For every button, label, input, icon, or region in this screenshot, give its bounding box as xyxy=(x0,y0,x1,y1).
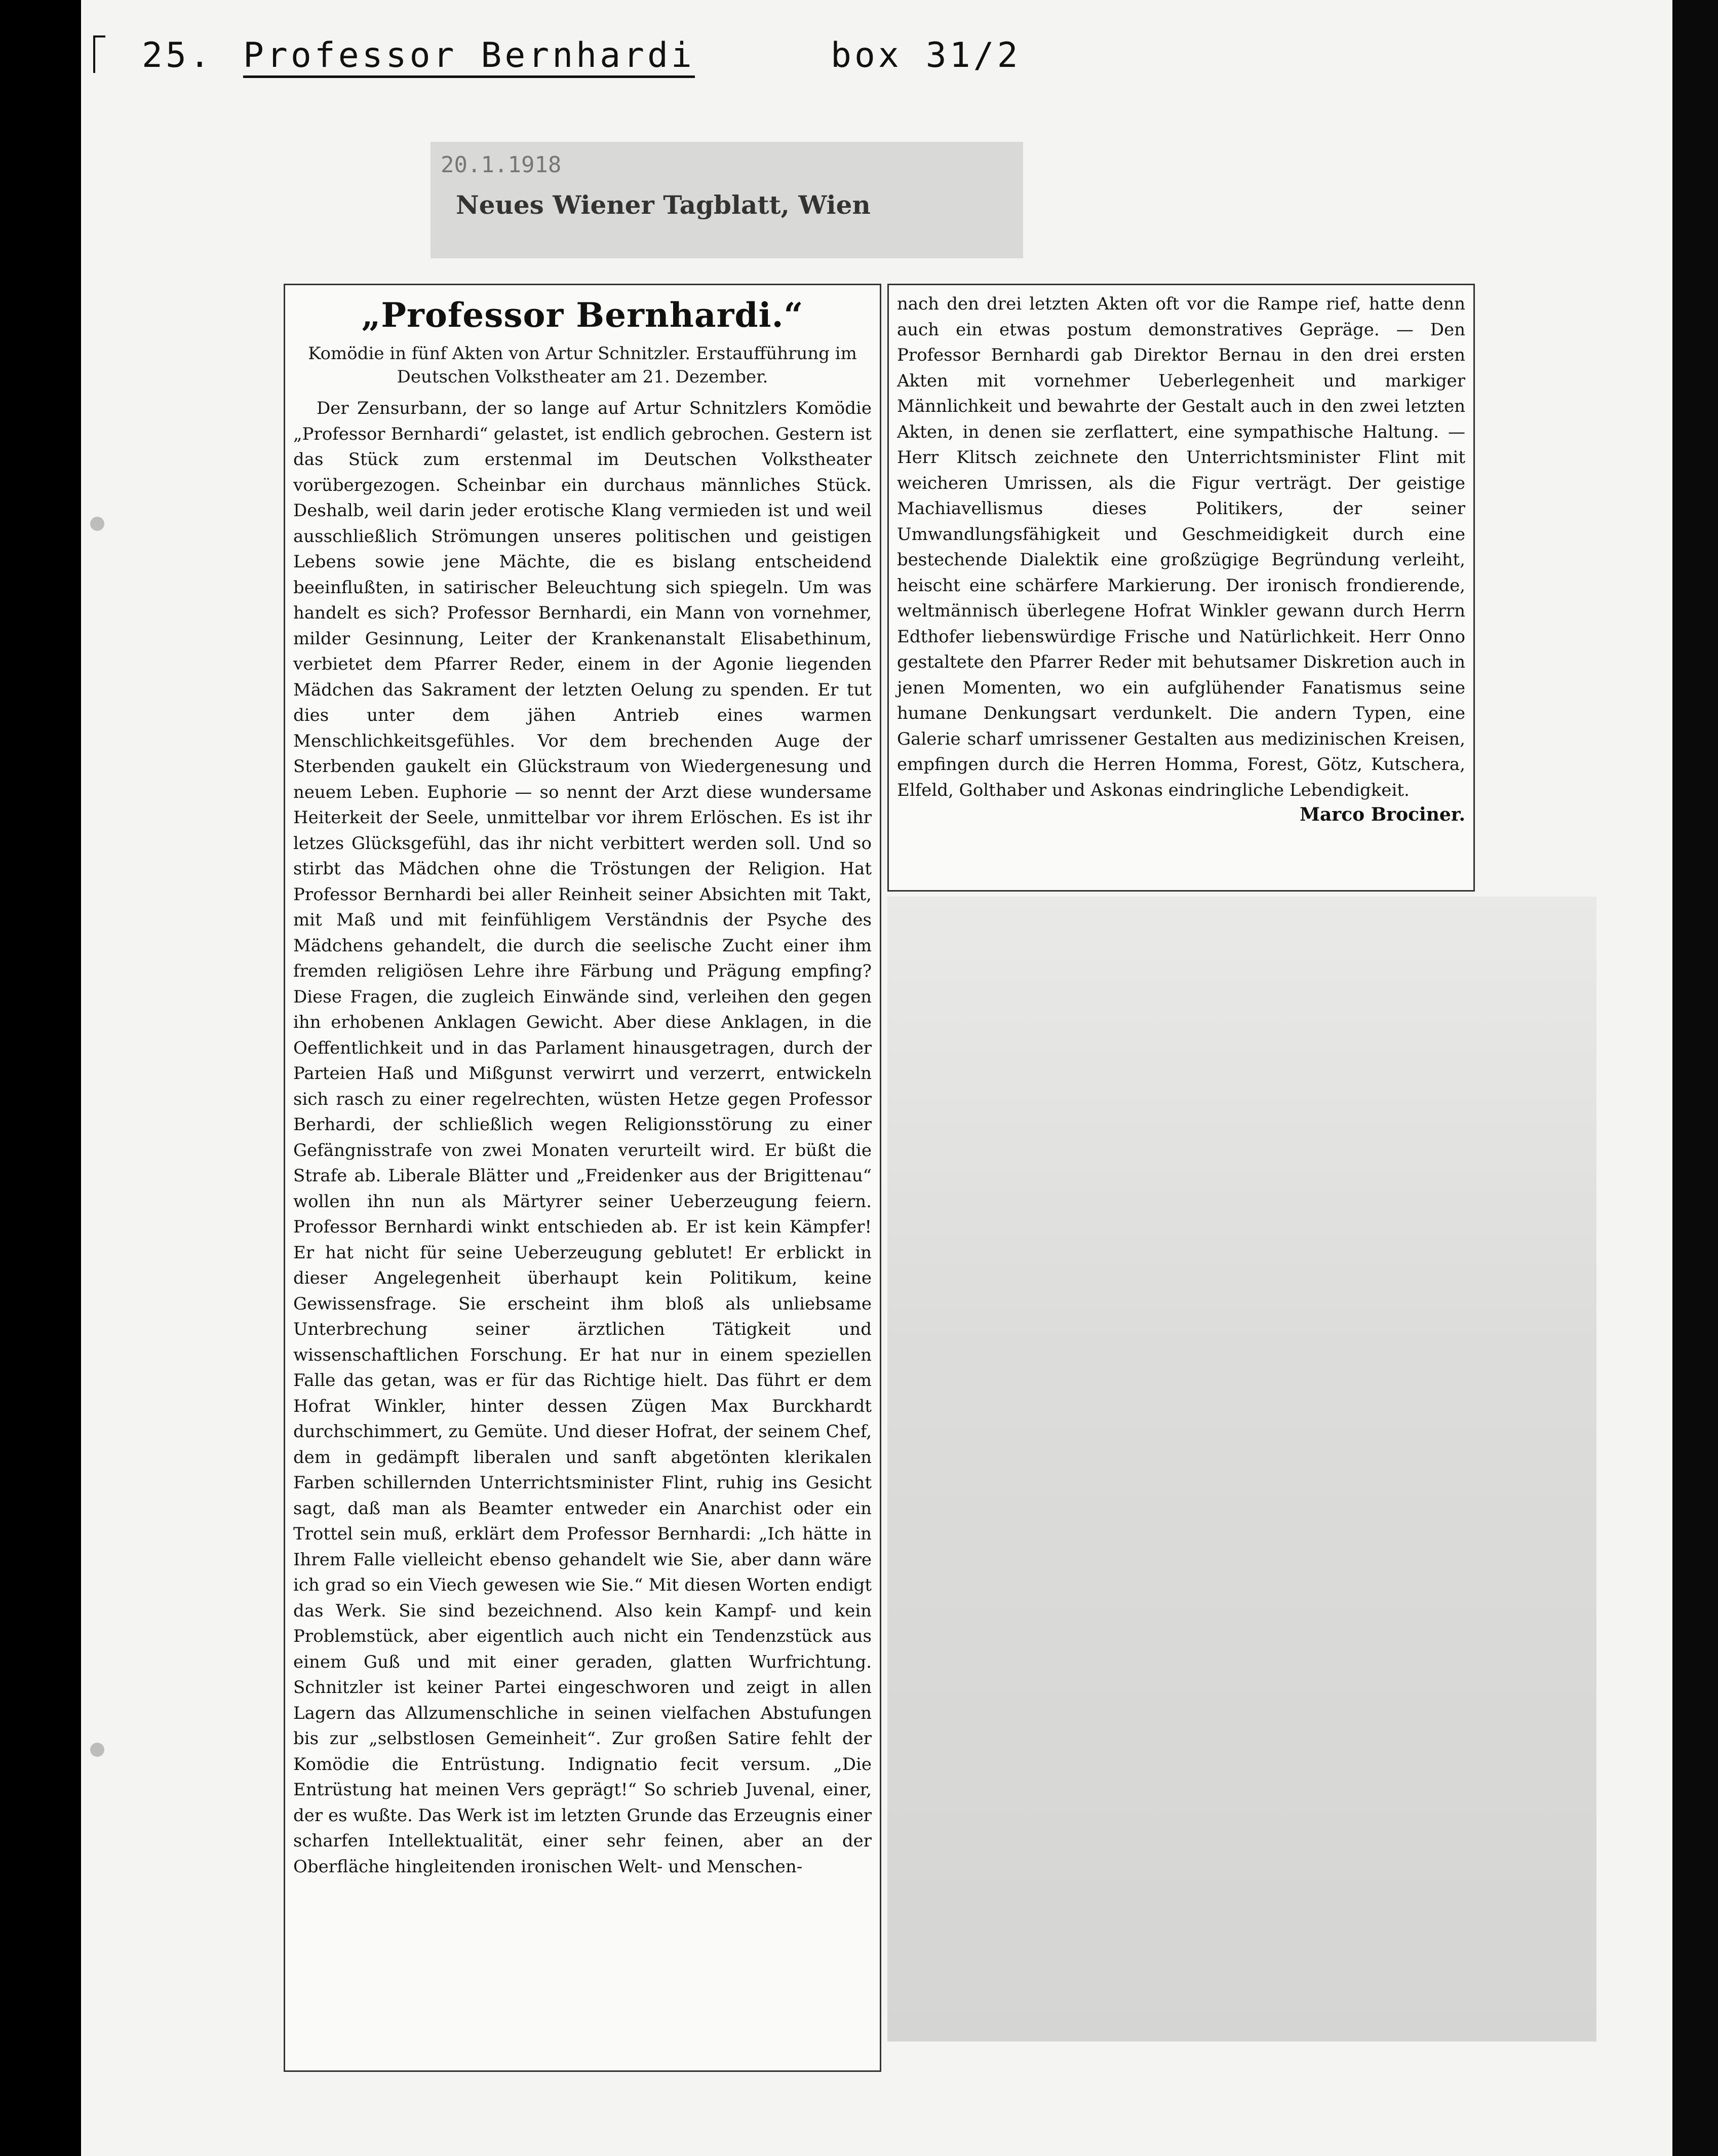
scan-edge xyxy=(1672,0,1718,2156)
stamp-source: Neues Wiener Tagblatt, Wien xyxy=(456,190,871,220)
folder-number: 25. xyxy=(142,35,213,75)
folder-title: Professor Bernhardi xyxy=(243,35,695,78)
article-column-right xyxy=(887,284,1475,892)
stamp-date: 20.1.1918 xyxy=(441,152,562,178)
article-column-left xyxy=(284,284,881,2072)
scan-smudge xyxy=(887,897,1596,2042)
box-label: box 31/2 xyxy=(831,35,1021,75)
punch-hole xyxy=(90,1743,104,1757)
corner-bracket xyxy=(93,35,105,73)
article-signature: Marco Brociner. xyxy=(1300,804,1465,825)
article-subtitle: Komödie in fünf Akten von Artur Schnitzler. Erstaufführung im Deutschen Volkstheater am 21. Dezember. xyxy=(308,343,857,387)
article-title: „Professor Bernhardi.“ xyxy=(361,295,804,335)
punch-hole xyxy=(90,517,104,531)
article-body-right: nach den drei letzten Akten oft vor die Rampe rief, hatte denn auch ein etwas postum demonstratives Gepräge. — Den Professor Bernhardi gab Direktor Bernau in den drei ersten Akten mit vornehmer Ueberlegenheit und markiger Männlichkeit und bewahrte der Gestalt auch in den zwei letzten Akten, in denen sie zerflattert, eine sympathische Haltung. — Herr Klitsch zeichnete den Unterrichtsminister Flint mit weicheren Umrissen, als die Figur verträgt. Der geistige Machiavellismus dieses Politikers, der seiner Umwandlungsfähigkeit und Geschmeidigkeit durch eine bestechende Dialektik eine großzügige Begründung verleiht, heischt eine schärfere Markierung. Der ironisch frondierende, weltmännisch überlegene Hofrat Winkler gewann durch Herrn Edthofer liebenswürdige Frische und Natürlichkeit. Herr Onno gestaltete den Pfarrer Reder mit behutsamer Diskretion auch in jenen Momenten, wo ein aufglühender Fanatismus seine humane Denkungsart verdunkelt. Die andern Typen, eine Galerie scharf umrissener Gestalten aus medizinischen Kreisen, empfingen durch die Herren Homma, Forest, Götz, Kutschera, Elfeld, Golthaber und Askonas eindringliche Lebendigkeit. xyxy=(897,294,1465,800)
article-body-left: Der Zensurbann, der so lange auf Artur Schnitzlers Komödie „Professor Bernhardi“ gelastet, ist endlich gebrochen. Gestern ist das Stück zum erstenmal im Deutschen Volkstheater vorübergezogen. Scheinbar ein durchaus männliches Stück. Deshalb, weil darin jeder erotische Klang vermieden ist und weil ausschließlich Strömungen unseres politischen und geistigen Lebens sowie jene Mächte, die es bislang entscheidend beeinflußten, in satirischer Beleuchtung sich spiegeln. Um was handelt es sich? Professor Bernhardi, ein Mann von vornehmer, milder Gesinnung, Leiter der Krankenanstalt Elisabethinum, verbietet dem Pfarrer Reder, einem in der Agonie liegenden Mädchen das Sakrament der letzten Oelung zu spenden. Er tut dies unter dem jähen Antrieb eines warmen Menschlichkeitsgefühles. Vor dem brechenden Auge der Sterbenden gaukelt ein Glückstraum von Wiedergenesung und neuem Leben. Euphorie — so nennt der Arzt diese wundersame Heiterkeit der Seele, unmittelbar vor ihrem Erlöschen. Es ist ihr letzes Glücksgefühl, das ihr nicht verbittert werden soll. Und so stirbt das Mädchen ohne die Tröstungen der Religion. Hat Professor Bernhardi bei aller Reinheit seiner Absichten mit Takt, mit Maß und mit feinfühligem Verständnis der Psyche des Mädchens gehandelt, die durch die seelische Zucht einer ihm fremden religiösen Lehre ihre Färbung und Prägung empfing? Diese Fragen, die zugleich Einwände sind, verleihen den gegen ihn erhobenen Anklagen Gewicht. Aber diese Anklagen, in die Oeffentlichkeit und in das Parlament hinausgetragen, durch der Parteien Haß und Mißgunst verwirrt und verzerrt, entwickeln sich rasch zu einer regelrechten, wüsten Hetze gegen Professor Berhardi, der schließlich wegen Religionsstörung zu einer Gefängnisstrafe von zwei Monaten verurteilt wird. Er büßt die Strafe ab. Liberale Blätter und „Freidenker aus der Brigittenau“ wollen ihn nun als Märtyrer seiner Ueberzeugung feiern. Professor Bernhardi winkt entschieden ab. Er ist kein Kämpfer! Er hat nicht für seine Ueberzeugung geblutet! Er erblickt in dieser Angelegenheit überhaupt kein Politikum, keine Gewissensfrage. Sie erscheint ihm bloß als unliebsame Unterbrechung seiner ärztlichen Tätigkeit und wissenschaftlichen Forschung. Er hat nur in einem speziellen Falle das getan, was er für das Richtige hielt. Das führt er dem Hofrat Winkler, hinter dessen Zügen Max Burckhardt durchschimmert, zu Gemüte. Und dieser Hofrat, der seinem Chef, dem in gedämpft liberalen und sanft abgetönten klerikalen Farben schillernden Unterrichtsminister Flint, ruhig ins Gesicht sagt, daß man als Beamter entweder ein Anarchist oder ein Trottel sein muß, erklärt dem Professor Bernhardi: „Ich hätte in Ihrem Falle vielleicht ebenso gehandelt wie Sie, aber dann wäre ich grad so ein Viech gewesen wie Sie.“ Mit diesen Worten endigt das Werk. Sie sind bezeichnend. Also kein Kampf- und kein Problemstück, aber eigentlich auch nicht ein Tendenzstück aus einem Guß und mit einer geraden, glatten Wurfrichtung. Schnitzler ist keiner Partei eingeschworen und zeigt in allen Lagern das Allzumenschliche in seinen vielfachen Abstufungen bis zur „selbstlosen Gemeinheit“. Zur großen Satire fehlt der Komödie die Entrüstung. Indignatio fecit versum. „Die Entrüstung hat meinen Vers geprägt!“ So schrieb Juvenal, einer, der es wußte. Das Werk ist im letzten Grunde das Erzeugnis einer scharfen Intellektualität, einer sehr feinen, aber an der Oberfläche hingleitenden ironischen Welt- und Menschen- xyxy=(293,398,872,1877)
